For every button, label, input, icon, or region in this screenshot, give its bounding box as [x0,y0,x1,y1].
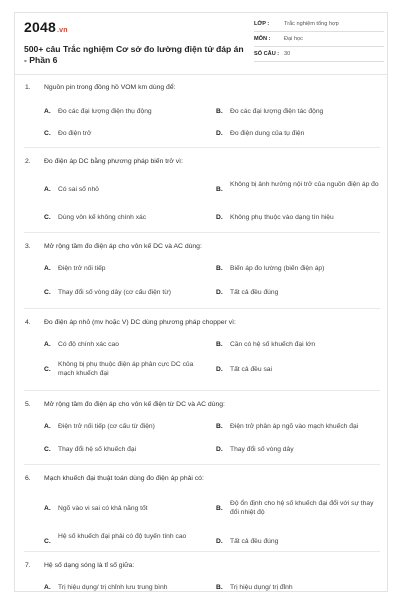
question-text: 1. Nguồn pin trong đồng hồ VOM km dùng để: [25,84,176,91]
meta-table [254,17,384,62]
logo-suffix-text: .vn [56,27,68,34]
meta-value: Đại học [284,36,303,42]
meta-row-question-count [254,47,384,62]
question-divider [24,390,380,391]
worksheet-header [15,13,387,75]
question-divider [24,308,380,309]
meta-row-class [254,17,384,32]
meta-value: 30 [284,51,291,57]
worksheet-page: 2048.vn 500+ câu Trắc nghiệm Cơ sở đo lường điện tử đáp án - Phần 6 LỚP : Trắc nghiệm tổng hợp MÔN : Đại học SỐ CÂU : 30 1. Nguồn pin trong đồng hồ VOM km dùng để: A. Đo các đại lượng điện thụ động B. Đo các đại lượng điện tác động C. Đo điện trở D. Đo điện dung của tụ điện 2. Đo điện áp DC bằng phương pháp biến trở vì: A. Có sai số nhỏ B. Không bị ảnh hưởng nội trở của nguồn điện áp đo C. Dùng vôn kế không chính xác D. Không phụ thuộc vào dạng tín hiệu 3. Mở rộng tầm đo điện áp cho vôn kế DC và AC dùng: A. Điện trở nối tiếp B. Biến áp đo lường (biến điện áp) C. Thay đổi số vòng dây (cơ cấu điện từ) D. Tất cả đều đúng 4. Đo điện áp nhỏ (mv hoặc V) DC dùng phương pháp chopper vì: A. Có độ chính xác cao B. Cần có hệ số khuếch đại lớn C. Không bị phụ thuộc điện áp phân cực DC của mạch khuếch đại D. Tất cả đều sai 5. Mở rộng tầm đo điện áp cho vôn kế điện từ DC và AC dùng: A. Điện trở nối tiếp (cơ cấu từ điện) B. Điện trở phân áp ngõ vào mạch khuếch đại C. Thay đổi hệ số khuếch đại D. Thay đổi số vòng dây 6. Mạch khuếch đại thuật toán dùng đo điện áp phải có: A. Ngõ vào vi sai có khả năng tốt B. Độ ổn định cho hệ số khuếch đại đổi với sự thay đổi nhiệt độ C. Hệ số khuếch đại phải có độ tuyến tính cao D. Tất cả đều đúng 7. Hệ số dạng sóng là tỉ số giữa: A. Trị hiệu dụng/ trị chỉnh lưu trung bình B. Trị hiệu dụng/ trị đỉnh [14,12,388,592]
question-text: 6. Mạch khuếch đại thuật toán dùng đo điện áp phải có: [25,475,204,482]
logo-main-text: 2048 [24,19,56,35]
meta-row-subject [254,32,384,47]
question-text: 7. Hệ số dạng sóng là tỉ số giữa: [25,562,135,569]
question-divider [24,551,380,552]
question-text: 4. Đo điện áp nhỏ (mv hoặc V) DC dùng phương pháp chopper vì: [25,319,236,326]
question-text: 2. Đo điện áp DC bằng phương pháp biến trở vì: [25,158,183,165]
site-logo[interactable] [24,19,68,35]
question-divider [24,464,380,465]
question-divider [24,232,380,233]
meta-value: Trắc nghiệm tổng hợp [284,21,339,27]
question-text: 5. Mở rộng tầm đo điện áp cho vôn kế điện từ DC và AC dùng: [25,401,225,408]
question-text: 3. Mở rộng tầm đo điện áp cho vôn kế DC và AC dùng: [25,243,202,250]
meta-label: LỚP : [254,21,270,27]
meta-label: SỐ CÂU : [254,51,280,57]
meta-label: MÔN : [254,36,271,42]
question-divider [24,147,380,148]
document-title: 500+ câu Trắc nghiệm Cơ sở đo lường điện tử đáp án - Phần 6 [24,44,244,65]
